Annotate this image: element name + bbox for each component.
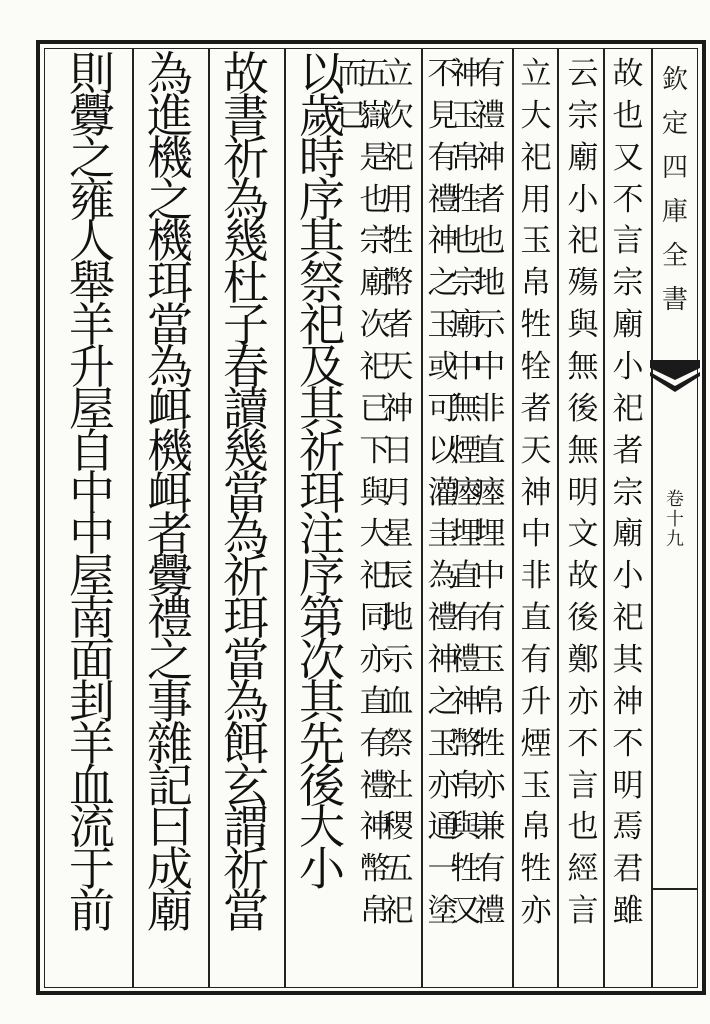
glyph: 祀 [299,298,345,353]
glyph: 羊 [69,716,115,771]
glyph: 後 [299,758,345,813]
glyph: 已 [359,390,391,427]
glyph: 神 [427,642,459,679]
glyph: 直 [520,600,552,637]
glyph: 雜 [147,716,193,771]
glyph: 亦 [427,767,459,804]
glyph: 先 [299,716,345,771]
glyph: 日 [382,432,414,469]
glyph: 升 [69,340,115,395]
glyph: 是 [359,139,391,176]
text-column [520,54,552,933]
glyph: 祈 [223,842,269,897]
glyph: 歲 [299,88,345,143]
glyph: 兼 [474,809,506,846]
glyph: 亦 [359,642,391,679]
glyph: 小 [612,558,644,595]
glyph: 神 [520,474,552,511]
glyph: 羊 [69,298,115,353]
glyph: 故 [223,47,269,101]
glyph: 有 [474,600,506,637]
glyph: 亦 [474,767,506,804]
glyph: 前 [69,884,115,939]
glyph: 之 [147,633,193,688]
glyph: 子 [223,298,269,353]
glyph: 者 [520,390,552,427]
book-title [658,58,692,322]
glyph: 亦 [567,683,599,720]
glyph: 祀 [359,558,391,595]
glyph: 宗 [567,97,599,134]
volume-label [658,490,692,550]
glyph: 帛 [450,139,482,176]
glyph: 及 [299,340,345,395]
glyph: 機 [147,423,193,478]
glyph: 者 [382,307,414,344]
glyph: 也 [450,223,482,260]
glyph: 非 [520,558,552,595]
glyph: 幣 [450,725,482,762]
glyph: 大 [520,97,552,134]
glyph: 用 [382,181,414,218]
glyph: 時 [299,130,345,185]
glyph: 又 [450,893,482,930]
glyph: 與 [567,307,599,344]
glyph: 當 [223,465,269,520]
glyph: 小 [612,349,644,386]
glyph: 牷 [520,349,552,386]
glyph: 序 [299,549,345,604]
glyph: 珥 [299,465,345,520]
glyph: 經 [567,851,599,888]
glyph: 大 [359,516,391,553]
glyph: 立 [382,56,414,92]
glyph: 天 [382,349,414,386]
glyph: 定 [661,109,688,139]
glyph: 見 [427,97,459,134]
glyph: 則 [69,47,115,101]
glyph: 次 [359,307,391,344]
glyph: 禮 [450,642,482,679]
fishtail-ornament-icon [650,360,700,394]
glyph: 煙 [520,725,552,762]
glyph: 祀 [382,139,414,176]
glyph: 之 [427,683,459,720]
glyph: 舉 [69,256,115,311]
glyph: 帛 [450,767,482,804]
glyph: 塗 [427,893,459,930]
text-column [567,54,599,933]
glyph: 機 [147,130,193,185]
glyph: 五 [359,56,391,92]
glyph: 小 [567,181,599,218]
glyph: 後 [567,600,599,637]
glyph: 君 [612,851,644,888]
glyph: 故 [612,56,644,92]
glyph: 其 [612,642,644,679]
glyph: 月 [382,474,414,511]
glyph: 一 [427,851,459,888]
glyph: 言 [612,223,644,260]
glyph: 後 [567,390,599,427]
glyph: 玉 [450,97,482,134]
glyph: 為 [147,47,193,101]
glyph: 嶽 [359,97,391,134]
glyph: 當 [223,884,269,939]
glyph: 廟 [612,307,644,344]
column-rule [512,48,514,988]
glyph: 序 [299,172,345,227]
glyph: 不 [612,181,644,218]
glyph: 為 [223,507,269,562]
glyph: 血 [382,683,414,720]
column-rule [284,48,286,988]
glyph: 圭 [427,516,459,553]
glyph: 祀 [382,893,414,930]
glyph: 禮 [474,893,506,930]
glyph: 十 [666,509,684,530]
glyph: 其 [299,381,345,436]
glyph: 通 [427,809,459,846]
glyph: 中 [474,558,506,595]
glyph: 宗 [612,265,644,302]
glyph: 有 [520,642,552,679]
glyph: 事 [147,674,193,729]
glyph: 大 [299,800,345,855]
glyph: 記 [147,758,193,813]
glyph: 殤 [567,265,599,302]
glyph: 卷 [666,489,684,510]
glyph: 明 [612,767,644,804]
glyph: 九 [666,529,684,550]
glyph: 禮 [474,97,506,134]
glyph: 祈 [223,549,269,604]
glyph: 之 [69,130,115,185]
glyph: 祀 [359,349,391,386]
glyph: 者 [612,432,644,469]
glyph: 珥 [223,591,269,646]
glyph: 之 [427,265,459,302]
glyph: 天 [520,432,552,469]
glyph: 幣 [359,851,391,888]
glyph: 餌 [223,716,269,771]
column-rule [132,48,134,988]
glyph: 第 [299,591,345,646]
glyph: 無 [567,349,599,386]
column-rule [421,48,423,988]
glyph: 灌 [427,474,459,511]
glyph: 宗 [450,265,482,302]
glyph: 當 [223,633,269,688]
glyph: 四 [661,153,688,183]
glyph: 亦 [520,893,552,930]
glyph: 可 [427,390,459,427]
glyph: 神 [382,390,414,427]
glyph: 社 [382,767,414,804]
glyph: 有 [427,139,459,176]
glyph: 禮 [427,600,459,637]
glyph: 之 [147,172,193,227]
glyph: 以 [427,432,459,469]
glyph: 其 [299,674,345,729]
glyph: 珥 [147,256,193,311]
glyph: 書 [223,88,269,143]
glyph: 玉 [520,223,552,260]
glyph: 廟 [359,265,391,302]
glyph: 次 [382,97,414,134]
glyph: 禮 [359,767,391,804]
glyph: 示 [382,642,414,679]
glyph: 廟 [450,307,482,344]
text-column [223,47,269,939]
glyph: 云 [567,56,599,92]
glyph: 雍 [69,172,115,227]
glyph: 有 [359,725,391,762]
glyph: 有 [450,600,482,637]
glyph: 廟 [147,884,193,939]
glyph: 為 [427,558,459,595]
glyph: 釁 [147,549,193,604]
glyph: 禮 [427,181,459,218]
glyph: 埋 [474,516,506,553]
glyph: 祀 [612,390,644,427]
glyph: 神 [450,683,482,720]
column-rule [557,48,559,988]
text-column [359,54,391,933]
glyph: 者 [147,507,193,562]
glyph: 示 [474,307,506,344]
glyph: 非 [474,390,506,427]
glyph: 玉 [520,767,552,804]
glyph: 屋 [69,549,115,604]
glyph: 杜 [223,256,269,311]
glyph: 玄 [223,758,269,813]
glyph: 宗 [359,223,391,260]
glyph: 當 [147,298,193,353]
glyph: 雖 [612,893,644,930]
glyph: 成 [147,842,193,897]
glyph: 面 [69,633,115,688]
glyph: 帛 [359,893,391,930]
glyph: 以 [299,47,345,101]
glyph: 稷 [382,809,414,846]
glyph: 帛 [520,265,552,302]
glyph: 升 [520,683,552,720]
text-column [427,54,459,933]
glyph: 玉 [427,307,459,344]
glyph: 無 [567,432,599,469]
glyph: 牲 [520,851,552,888]
glyph: 祀 [612,600,644,637]
glyph: 瘞 [450,474,482,511]
glyph: 廟 [567,139,599,176]
glyph: 為 [223,674,269,729]
glyph: 與 [450,809,482,846]
glyph: 文 [567,516,599,553]
glyph: 宗 [612,474,644,511]
glyph: 幾 [223,423,269,478]
glyph: 瘞 [474,474,506,511]
glyph: 書 [661,285,688,315]
glyph: 無 [450,390,482,427]
glyph: 為 [147,340,193,395]
glyph: 牲 [520,307,552,344]
glyph: 辰 [382,558,414,595]
glyph: 機 [147,214,193,269]
glyph: 廟 [612,516,644,553]
glyph: 不 [427,56,459,92]
glyph: 五 [382,851,414,888]
glyph: 祈 [223,130,269,185]
glyph: 埋 [450,516,482,553]
glyph: 神 [612,683,644,720]
glyph: 也 [567,809,599,846]
glyph: 中 [69,507,115,562]
glyph: 也 [474,223,506,260]
glyph: 進 [147,88,193,143]
glyph: 也 [359,181,391,218]
glyph: 也 [612,97,644,134]
glyph: 已 [336,97,368,134]
glyph: 謂 [223,800,269,855]
column-rule [208,48,210,988]
glyph: 者 [474,181,506,218]
glyph: 明 [567,474,599,511]
glyph: 南 [69,591,115,646]
glyph: 自 [69,423,115,478]
glyph: 次 [299,633,345,688]
glyph: 讀 [223,381,269,436]
glyph: 血 [69,758,115,813]
glyph: 庫 [661,197,688,227]
glyph: 言 [567,767,599,804]
glyph: 中 [520,516,552,553]
glyph: 焉 [612,809,644,846]
glyph: 中 [474,349,506,386]
glyph: 曰 [147,800,193,855]
glyph: 立 [520,56,552,92]
glyph: 帛 [474,683,506,720]
glyph: 牲 [450,851,482,888]
glyph: 玉 [474,642,506,679]
text-column [147,47,193,939]
glyph: 有 [474,851,506,888]
glyph: 全 [661,241,688,271]
glyph: 有 [474,56,506,92]
margin-divider [652,888,698,890]
glyph: 刲 [69,674,115,729]
glyph: 神 [450,56,482,92]
glyph: 于 [69,842,115,897]
glyph: 神 [359,809,391,846]
column-rule [603,48,605,988]
glyph: 不 [612,725,644,762]
text-column [69,47,115,939]
glyph: 祈 [299,423,345,478]
glyph: 注 [299,507,345,562]
glyph: 祀 [520,139,552,176]
glyph: 神 [474,139,506,176]
glyph: 煙 [450,432,482,469]
glyph: 鄭 [567,642,599,679]
glyph: 同 [359,600,391,637]
glyph: 流 [69,800,115,855]
glyph: 用 [520,181,552,218]
glyph: 中 [69,465,115,520]
glyph: 小 [299,842,345,897]
glyph: 與 [359,474,391,511]
page-margin [652,50,698,990]
glyph: 直 [450,558,482,595]
glyph: 言 [567,893,599,930]
glyph: 為 [223,172,269,227]
glyph: 直 [474,432,506,469]
glyph: 下 [359,432,391,469]
glyph: 地 [474,265,506,302]
glyph: 帛 [520,809,552,846]
glyph: 人 [69,214,115,269]
glyph: 祀 [567,223,599,260]
glyph: 或 [427,349,459,386]
glyph: 星 [382,516,414,553]
glyph: 祭 [382,725,414,762]
glyph: 而 [336,56,368,92]
glyph: 禮 [147,591,193,646]
glyph: 牲 [382,223,414,260]
glyph: 衈 [147,381,193,436]
text-column [612,54,644,933]
glyph: 不 [567,725,599,762]
glyph: 神 [427,223,459,260]
glyph: 屋 [69,381,115,436]
glyph: 釁 [69,88,115,143]
glyph: 欽 [661,65,688,95]
glyph: 地 [382,600,414,637]
glyph: 祭 [299,256,345,311]
glyph: 幾 [223,214,269,269]
glyph: 牲 [450,181,482,218]
glyph: 中 [450,349,482,386]
glyph: 幣 [382,265,414,302]
glyph: 直 [359,683,391,720]
glyph: 玉 [427,725,459,762]
glyph: 故 [567,558,599,595]
glyph: 衈 [147,465,193,520]
glyph: 牲 [474,725,506,762]
glyph: 又 [612,139,644,176]
glyph: 春 [223,340,269,395]
text-column [299,47,345,897]
glyph: 其 [299,214,345,269]
